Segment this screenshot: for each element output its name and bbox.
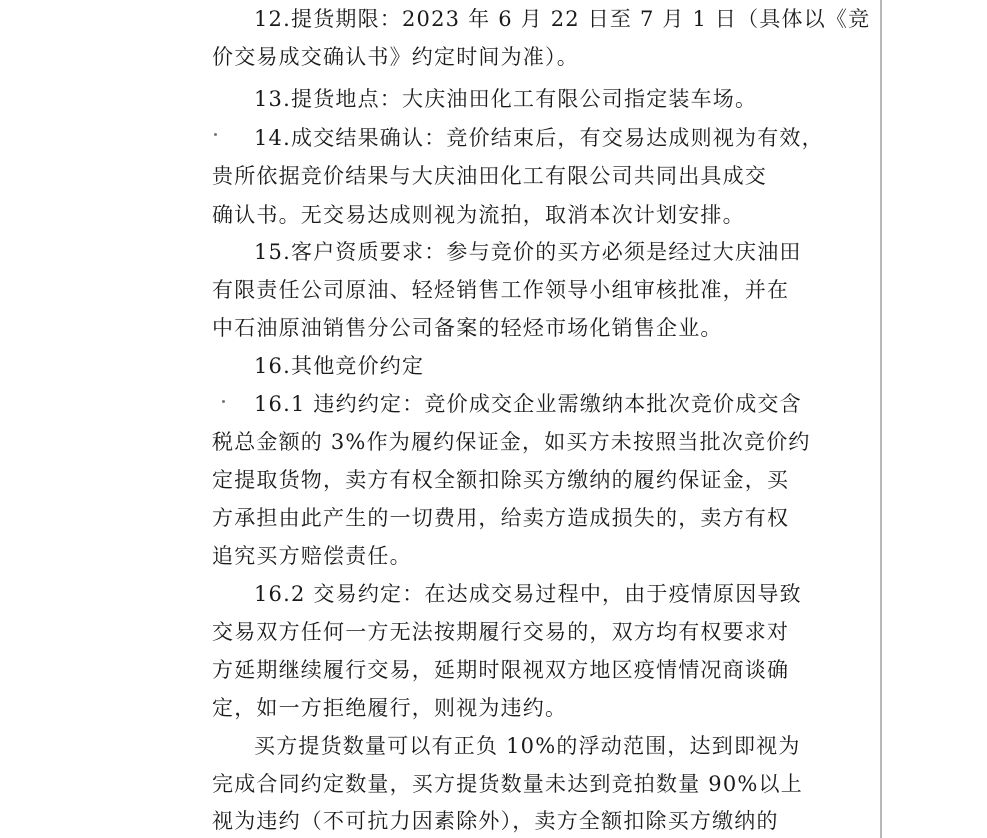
text-line: 追究买方赔偿责任。 [212,544,412,568]
text-line: 税总金额的 3%作为履约保证金，如买方未按照当批次竞价约 [212,430,811,454]
text-line: 中石油原油销售分公司备案的轻烃市场化销售企业。 [212,316,723,340]
text-line: 15.客户资质要求：参与竞价的买方必须是经过大庆油田 [254,240,802,264]
text-line: 12.提货期限：2023 年 6 月 22 日至 7 月 1 日（具体以《竞 [254,7,871,31]
text-line: 完成合同约定数量，买方提货数量未达到竞拍数量 90%以上 [212,772,803,796]
text-line: 方承担由此产生的一切费用，给卖方造成损失的，卖方有权 [212,506,790,530]
text-line: 交易双方任何一方无法按期履行交易的，双方均有权要求对 [212,620,790,644]
text-line: 贵所依据竞价结果与大庆油田化工有限公司共同出具成交 [212,164,767,188]
text-line: 14.成交结果确认：竞价结束后，有交易达成则视为有效， [254,126,824,150]
text-line: 买方提货数量可以有正负 10%的浮动范围，达到即视为 [254,734,801,758]
text-line: 定，如一方拒绝履行，则视为违约。 [212,696,568,720]
text-line: 13.提货地点：大庆油田化工有限公司指定装车场。 [254,87,758,111]
text-line: 16.1 违约约定：竞价成交企业需缴纳本批次竞价成交含 [254,392,802,416]
section-heading: 16.其他竞价约定 [254,354,425,378]
text-line: 定提取货物，卖方有权全额扣除买方缴纳的履约保证金，买 [212,468,790,492]
text-line: 价交易成交确认书》约定时间为准）。 [212,45,579,69]
text-line: 视为违约（不可抗力因素除外），卖方全额扣除买方缴纳的 [212,809,779,833]
text-line: 方延期继续履行交易，延期时限视双方地区疫情情况商谈确 [212,658,790,682]
text-line: 16.2 交易约定：在达成交易过程中，由于疫情原因导致 [254,582,802,606]
scan-speck [214,133,217,136]
page-edge-line [880,0,882,838]
text-line: 有限责任公司原油、轻烃销售工作领导小组审核批准，并在 [212,278,790,302]
scan-speck [222,400,225,403]
text-line: 确认书。无交易达成则视为流拍，取消本次计划安排。 [212,203,745,227]
